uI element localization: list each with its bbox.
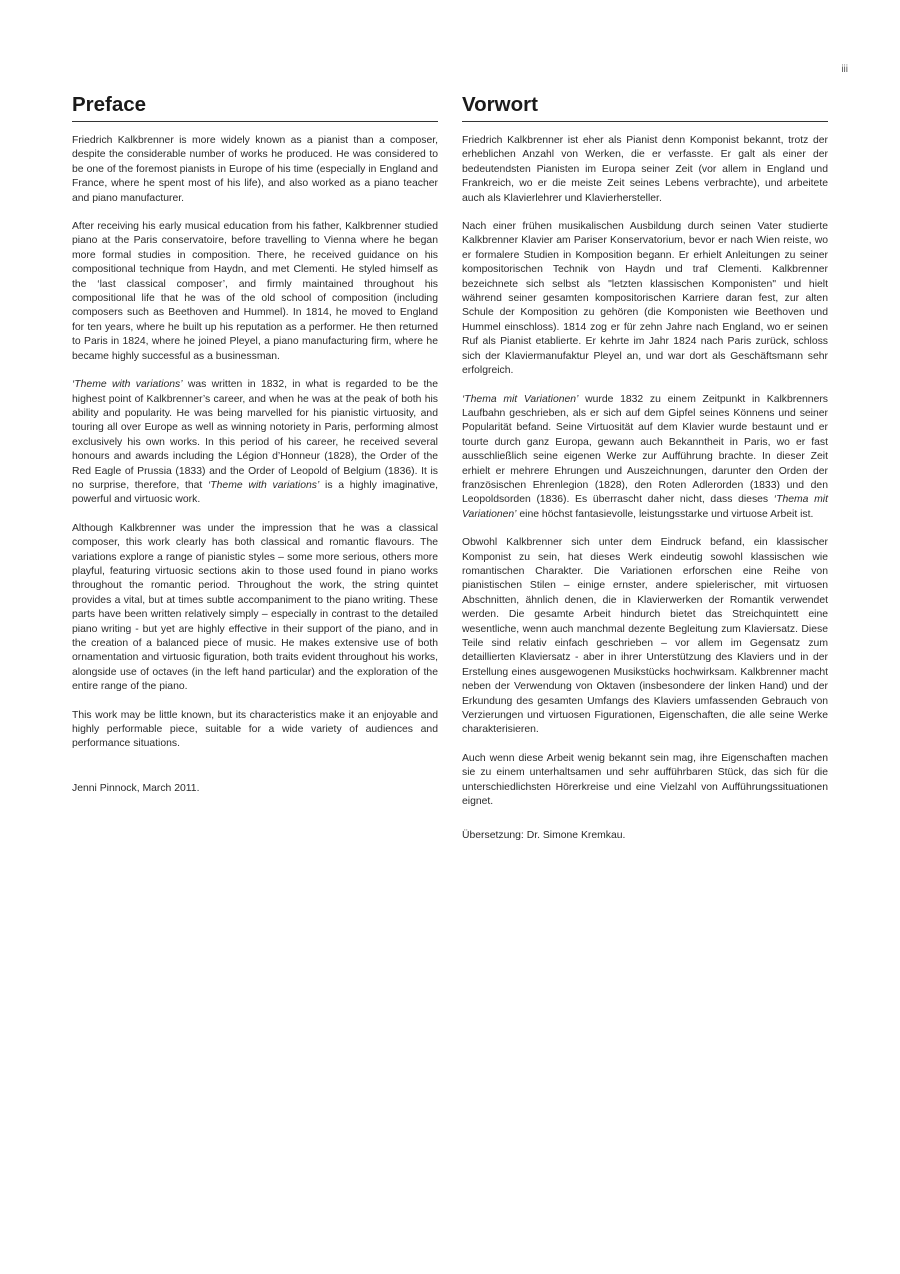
text-segment: Friedrich Kalkbrenner is more widely known as a pianist than a composer, despite the considerable number of works he produced. He was considered to be one of the foremost pianists in Europe of his time (especially in England and France, where he spent most of his life), and also worked as a piano teacher and piano manufacturer. <box>72 135 438 204</box>
vorwort-paragraph-2 <box>462 220 828 378</box>
vorwort-heading: Vorwort <box>462 92 828 122</box>
text-segment: After receiving his early musical education from his father, Kalkbrenner studied piano at the Paris conservatoire, before travelling to Vienna where he began more formal studies in composition. There, he received guidance on his compositional technique from Haydn, and met Clementi. He styled himself as the ‘last classical composer’, and firmly maintained throughout his compositional life that he was of the old school of composition (including composers such as Beethoven and Hummel). In 1814, he moved to England for ten years, where he built up his reputation as a performer. He then returned to Paris in 1824, where he joined Pleyel, a piano manufacturing firm, where he became highly successful as a businessman. <box>72 221 438 362</box>
vorwort-paragraph-1 <box>462 134 828 206</box>
preface-paragraph-3 <box>72 378 438 508</box>
preface-body <box>72 134 438 752</box>
preface-column <box>72 92 438 796</box>
text-segment: Although Kalkbrenner was under the impression that he was a classical composer, this work clearly has both classical and romantic flavours. The variations explore a range of pianistic styles – some more serious, others more playful, featuring virtuosic sections akin to those used found in piano works throughout the romantic period. Throughout the work, the string quintet provides a vital, but at times subtle accompaniment to the piano writing. These parts have been written relatively simply – especially in contrast to the detailed piano writing - but yet are highly effective in their support of the piano, and in the creation of a balanced piece of music. He makes extensive use of both ornamentation and virtuosic figuration, both traits evident throughout his works, alongside use of octaves (in the left hand particular) and the exploration of the entire range of the piano. <box>72 522 438 693</box>
preface-signature: Jenni Pinnock, March 2011. <box>72 782 200 794</box>
preface-heading: Preface <box>72 92 438 122</box>
text-segment: Obwohl Kalkbrenner sich unter dem Eindruck befand, ein klassischer Komponist zu sein, hat dieses Werk eindeutig sowohl klassischen wie romantischen Charakter. Die Variationen erforschen eine Reihe von pianistischen Stilen – einige ernster, andere spielerischer, mit virtuosen Abschnitten, ähnlich denen, die in Klavierwerken der Romantik verwendet werden. Die gesamte Arbeit hindurch bietet das Streichquintett eine wesentliche, wenn auch manchmal dezente Begleitung zum Klaviersatz. Diese Teile sind relativ einfach geschrieben – vor allem im Gegensatz zum detaillierten Klaviersatz - aber in ihrer Unterstützung des Klaviers und in der Erstellung eines ausgewogenen Musikstücks hochwirksam. Kalkbrenner macht neben der Verwendung von Oktaven (insbesondere der linken Hand) und der Erkundung des gesamten Umfangs des Klaviers umfassenden Gebrauch von Verzierungen und virtuosen Figurationen, Eigenschaften, die alle seine Werke charakterisieren. <box>462 537 828 736</box>
vorwort-signature: Übersetzung: Dr. Simone Kremkau. <box>462 830 626 842</box>
text-segment: This work may be little known, but its characteristics make it an enjoyable and highly performable piece, suitable for a wide variety of audiences and performance situations. <box>72 709 438 750</box>
preface-paragraph-2 <box>72 220 438 364</box>
preface-paragraph-1 <box>72 134 438 206</box>
italic-title: ‘Thema mit Variationen’ <box>462 393 579 405</box>
preface-paragraph-5 <box>72 709 438 752</box>
page-number: iii <box>841 64 848 75</box>
text-segment: Friedrich Kalkbrenner ist eher als Pianist denn Komponist bekannt, trotz der erheblichen Anzahl von Werken, die er verfasste. Er galt als einer der bedeutendsten Pianisten im Europa seiner Zeit (vor allem in England und Frankreich, wo er die meiste Zeit seines Lebens verbrachte), und arbeitete auch als Klavierlehrer und Klavierhersteller. <box>462 135 828 204</box>
vorwort-column <box>462 92 828 844</box>
text-segment: Nach einer frühen musikalischen Ausbildung durch seinen Vater studierte Kalkbrenner Klavier am Pariser Konservatorium, bevor er nach Wien reiste, wo er formalere Studien in Komposition begann. Er erhielt Anleitungen zu seiner kompositorischen Technik von Haydn und traf Clementi. Kalkbrenner bezeichnete sich selbst als "letzten klassischen Komponisten" und hielt während seiner gesamten kompositorischen Karriere daran fest, zur alten Schule der Komposition zu gehören (die Komponisten wie Beethoven und Hummel einschloss). 1814 zog er für zehn Jahre nach England, wo er seinen Ruf als Pianist etablierte. Er kehrte im Jahr 1824 nach Paris zurück, schloss sich der Klaviermanufaktur Pleyel an, und war dort als Geschäftsmann sehr erfolgreich. <box>462 221 828 377</box>
vorwort-paragraph-4 <box>462 536 828 738</box>
vorwort-paragraph-5 <box>462 752 828 810</box>
text-segment: eine höchst fantasievolle, leistungsstarke und virtuose Arbeit ist. <box>516 508 814 520</box>
preface-paragraph-4 <box>72 522 438 695</box>
text-segment: Auch wenn diese Arbeit wenig bekannt sein mag, ihre Eigenschaften machen sie zu einem unterhaltsamen und sehr aufführbaren Stück, das sich für die unterschiedlichsten Hörerkreise und eine Vielzahl von Aufführungssituationen eignet. <box>462 752 828 808</box>
text-segment: is a highly imaginative, powerful and virtuosic work. <box>72 479 438 506</box>
text-segment: wurde 1832 zu einem Zeitpunkt in Kalkbrenners Laufbahn geschrieben, als er sich auf dem Gipfel seines Könnens und seiner Popularität befand. Seine Virtuosität auf dem Klavier wurde bestaunt und er tourte durch ganz Europa, gewann auch Bekanntheit in Paris, wo er fast ausschließlich seine eigenen Werke zur Aufführung brachte. In dieser Zeit erhielt er mehrere Ehrungen und Auszeichnungen, darunter den Orden der französischen Ehrenlegion (1828), den Roten Adlerorden (1833) und den Leopoldsorden (1836). Es überrascht daher nicht, dass dieses <box>462 393 829 506</box>
italic-title: ‘Theme with variations’ <box>208 479 320 491</box>
italic-title: ‘Thema mit Variationen’ <box>462 494 828 520</box>
vorwort-body <box>462 134 828 809</box>
italic-title: ‘Theme with variations’ <box>72 379 183 391</box>
text-segment: was written in 1832, in what is regarded to be the highest point of Kalkbrenner’s career, and when he was at the peak of both his ability and popularity. He was being marvelled for his pianistic virtuosity, and touring all over Europe as well as winning notoriety in Paris, performing almost exclusively his own works. In this period of his career, he received several honours and awards including the Légion d’Honneur (1828), the Order of the Red Eagle of Prussia (1833) and the Order of Leopold of Belgium (1836). It is no surprise, therefore, that <box>72 379 438 491</box>
vorwort-paragraph-3 <box>462 393 828 523</box>
